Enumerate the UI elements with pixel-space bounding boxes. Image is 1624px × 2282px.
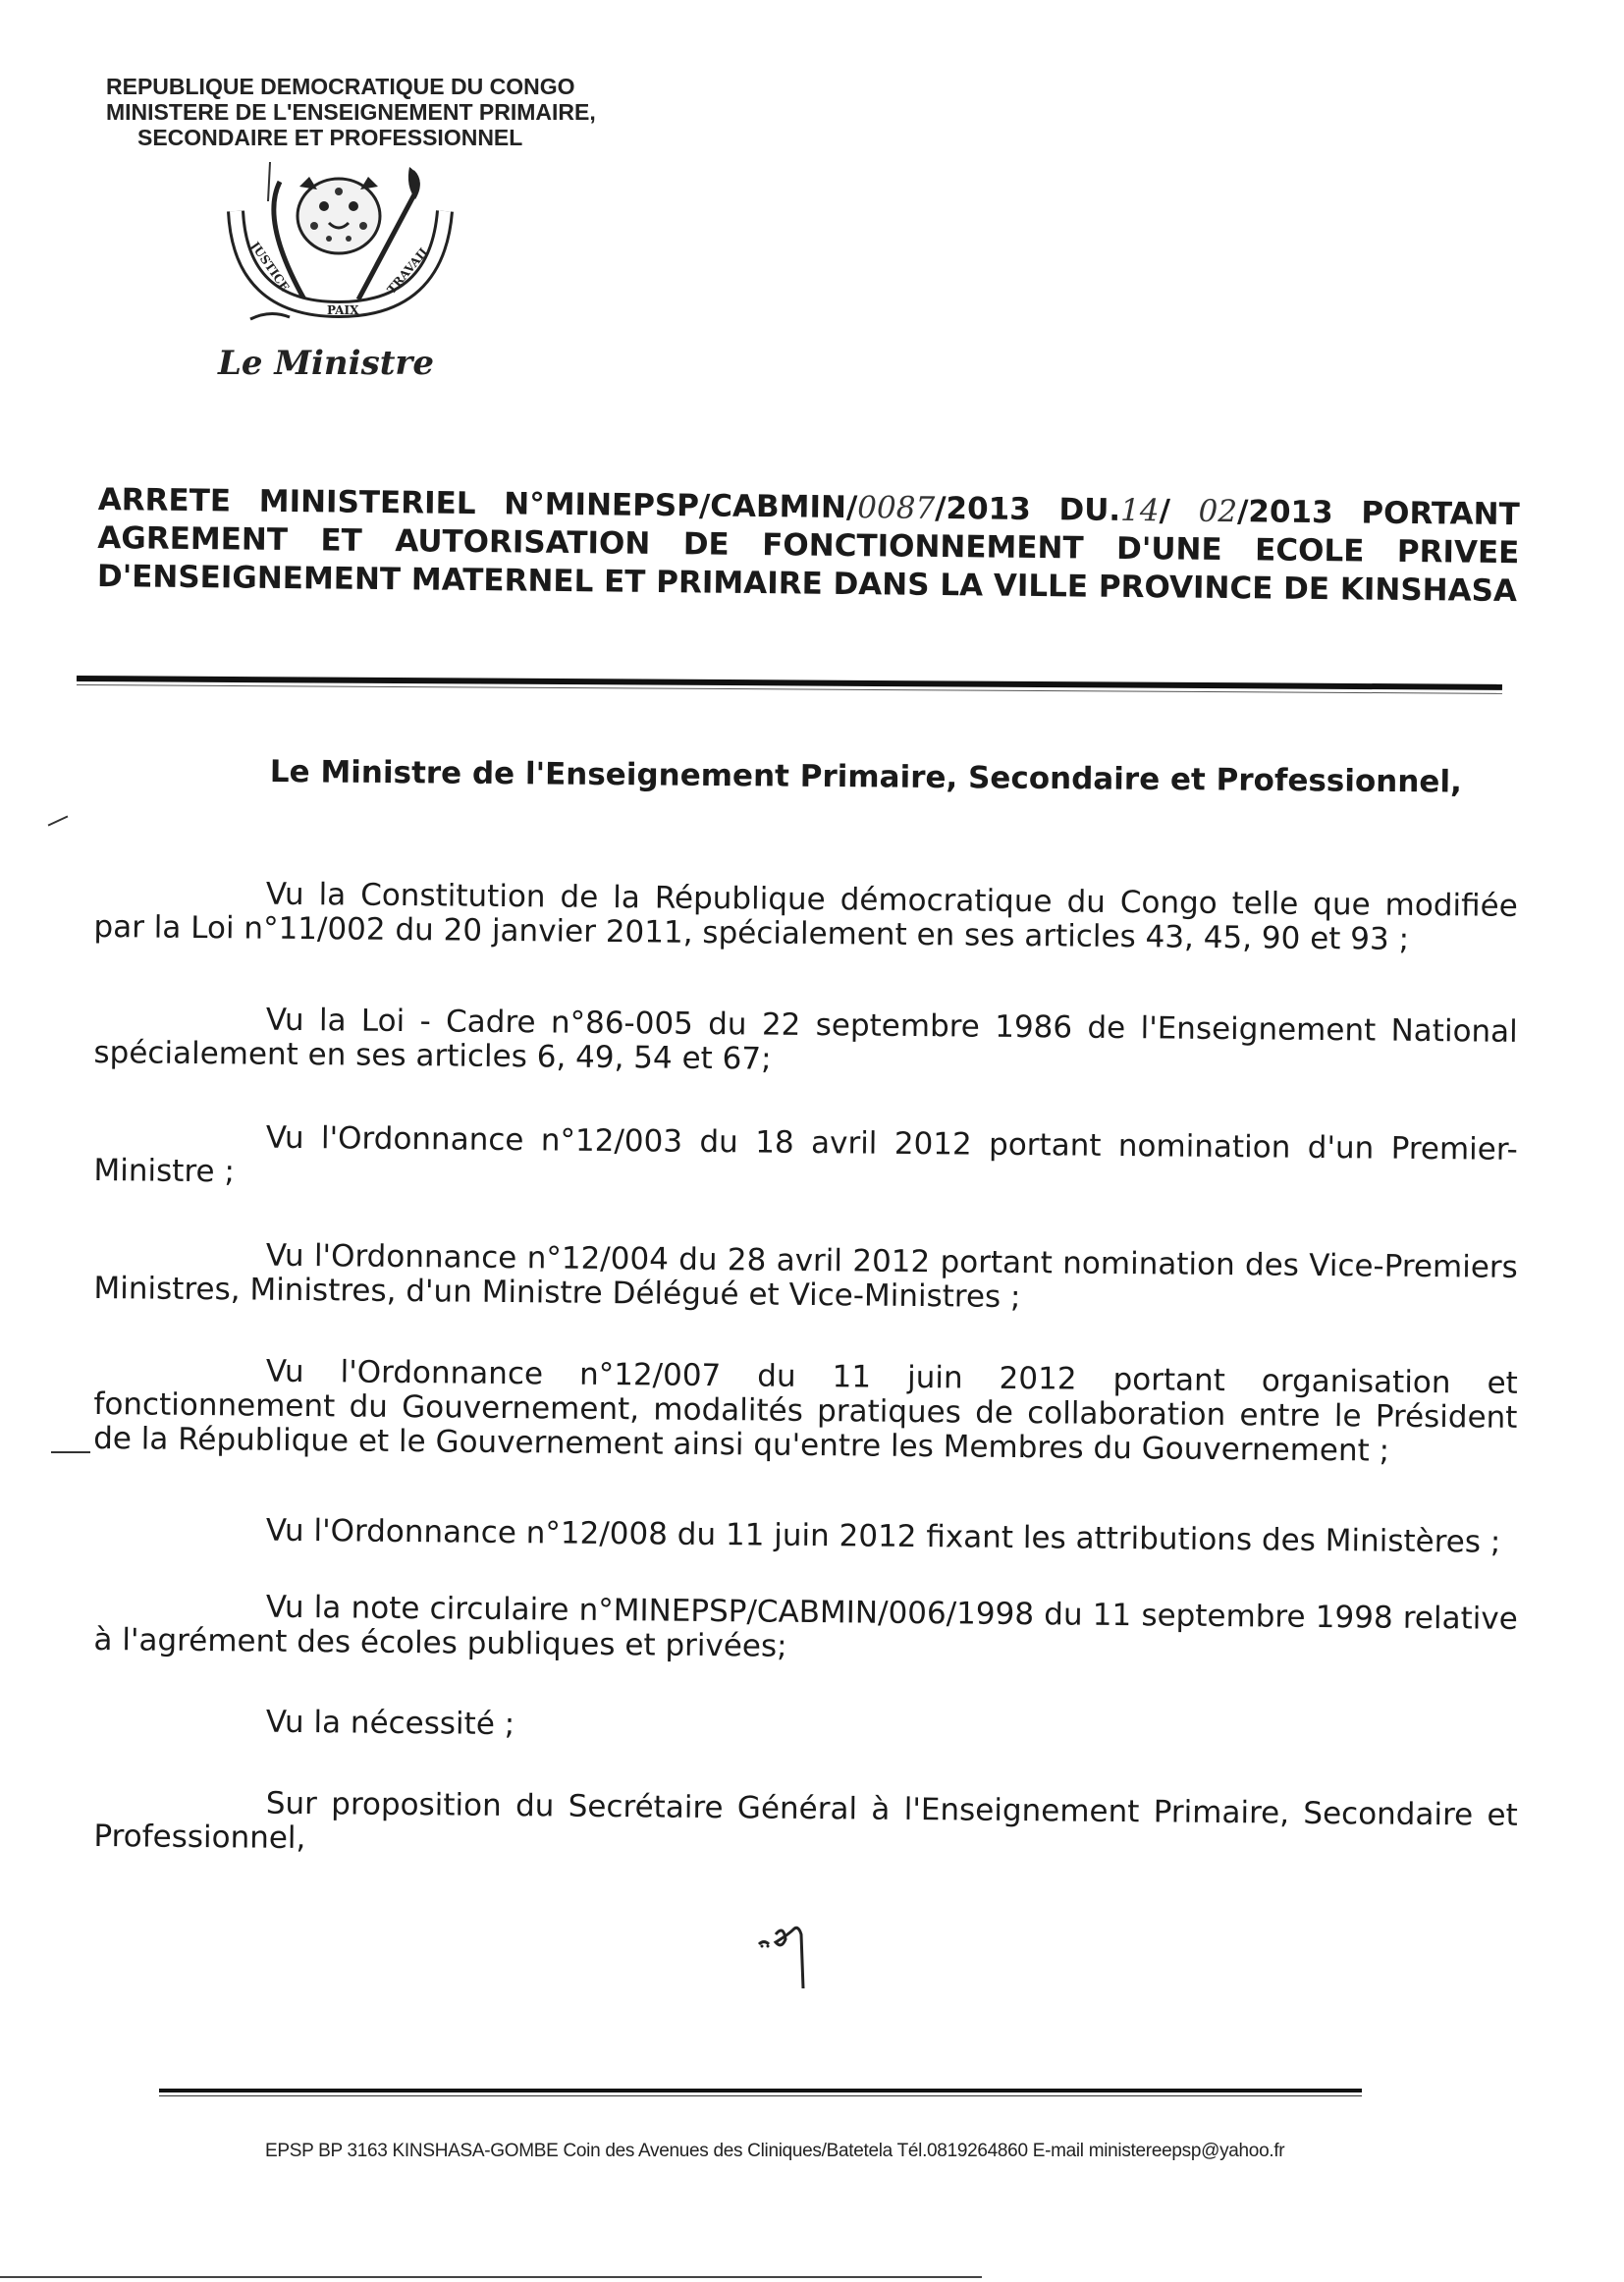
coat-of-arms-emblem [221, 162, 466, 329]
decree-title-part3: / [1159, 493, 1199, 529]
decree-title-part1: ARRETE MINISTERIEL N°MINEPSP/CABMIN/ [97, 481, 858, 526]
scan-edge-line [0, 2276, 982, 2278]
handwritten-initials [754, 1905, 852, 1993]
recital-ordonnance-12-007: Vu l'Ordonnance n°12/007 du 11 juin 2012 portant organisation et fonctionnement du Gouvernement, modalités pratiques de collaboration entre le Président de la République et le Gouvernement ainsi qu'entre les Membres du Gouvernement ; [92, 1353, 1518, 1469]
minister-heading: Le Ministre de l'Enseignement Primaire, Secondaire et Professionnel, [269, 754, 1462, 800]
footer-divider [159, 2089, 1362, 2092]
leopard-head-icon [298, 177, 380, 253]
decree-title [97, 481, 1520, 611]
letterhead-ministry-cont: SECONDAIRE ET PROFESSIONNEL [137, 125, 523, 150]
decree-month-handwritten: 02 [1198, 493, 1238, 530]
footer-address: EPSP BP 3163 KINSHASA-GOMBE Coin des Avenues des Cliniques/Batetela Tél.0819264860 E-mail ministereepsp@yahoo.fr [265, 2141, 1285, 2161]
recital-loi-cadre: Vu la Loi - Cadre n°86-005 du 22 septembre 1986 de l'Enseignement National spécialement en ses articles 6, 49, 54 et 67; [93, 1002, 1518, 1077]
footer-divider-thin [159, 2095, 1362, 2096]
decree-number-handwritten: 0087 [857, 490, 936, 526]
decree-title-part4: /2013 PORTANT AGREMENT ET AUTORISATION DE FONCTIONNEMENT D'UNE ECOLE PRIVEE D'ENSEIGNEMENT MATERNEL ET PRIMAIRE DANS LA VILLE PROVINCE DE KINSHASA [96, 494, 1520, 610]
decree-title-part2: /2013 DU. [934, 490, 1121, 528]
svg-text:TRAVAIL: TRAVAIL [384, 243, 433, 297]
letterhead [106, 74, 676, 150]
svg-text:JUSTICE: JUSTICE [247, 239, 293, 295]
recital-ordonnance-12-008: Vu l'Ordonnance n°12/008 du 11 juin 2012 fixant les attributions des Ministères ; [265, 1512, 1501, 1560]
letterhead-ministry: MINISTERE DE L'ENSEIGNEMENT PRIMAIRE, [106, 99, 596, 125]
margin-mark [48, 815, 69, 826]
recital-necessite: Vu la nécessité ; [265, 1704, 515, 1743]
recital-ordonnance-12-004: Vu l'Ordonnance n°12/004 du 28 avril 2012 portant nomination des Vice-Premiers Ministres, Ministres, d'un Ministre Délégué et Vice-Ministres ; [93, 1237, 1518, 1316]
recital-proposition: Sur proposition du Secrétaire Général à l'Enseignement Primaire, Secondaire et Professionnel, [93, 1785, 1518, 1857]
le-ministre-title: Le Ministre [218, 344, 434, 383]
decree-day-handwritten: 14 [1119, 492, 1160, 529]
recital-constitution: Vu la Constitution de la République démocratique du Congo telle que modifiée par la Loi n°11/002 du 20 janvier 2011, spécialement en ses articles 43, 45, 90 et 93 ; [93, 876, 1518, 957]
letterhead-country: REPUBLIQUE DEMOCRATIQUE DU CONGO [106, 74, 575, 99]
svg-text:PAIX: PAIX [327, 303, 359, 317]
recital-ordonnance-12-003: Vu l'Ordonnance n°12/003 du 18 avril 2012 portant nomination d'un Premier-Ministre ; [93, 1119, 1518, 1190]
margin-mark [51, 1451, 90, 1453]
recital-note-circulaire: Vu la note circulaire n°MINEPSP/CABMIN/006/1998 du 11 septembre 1998 relative à l'agrément des écoles publiques et privées; [93, 1589, 1518, 1664]
